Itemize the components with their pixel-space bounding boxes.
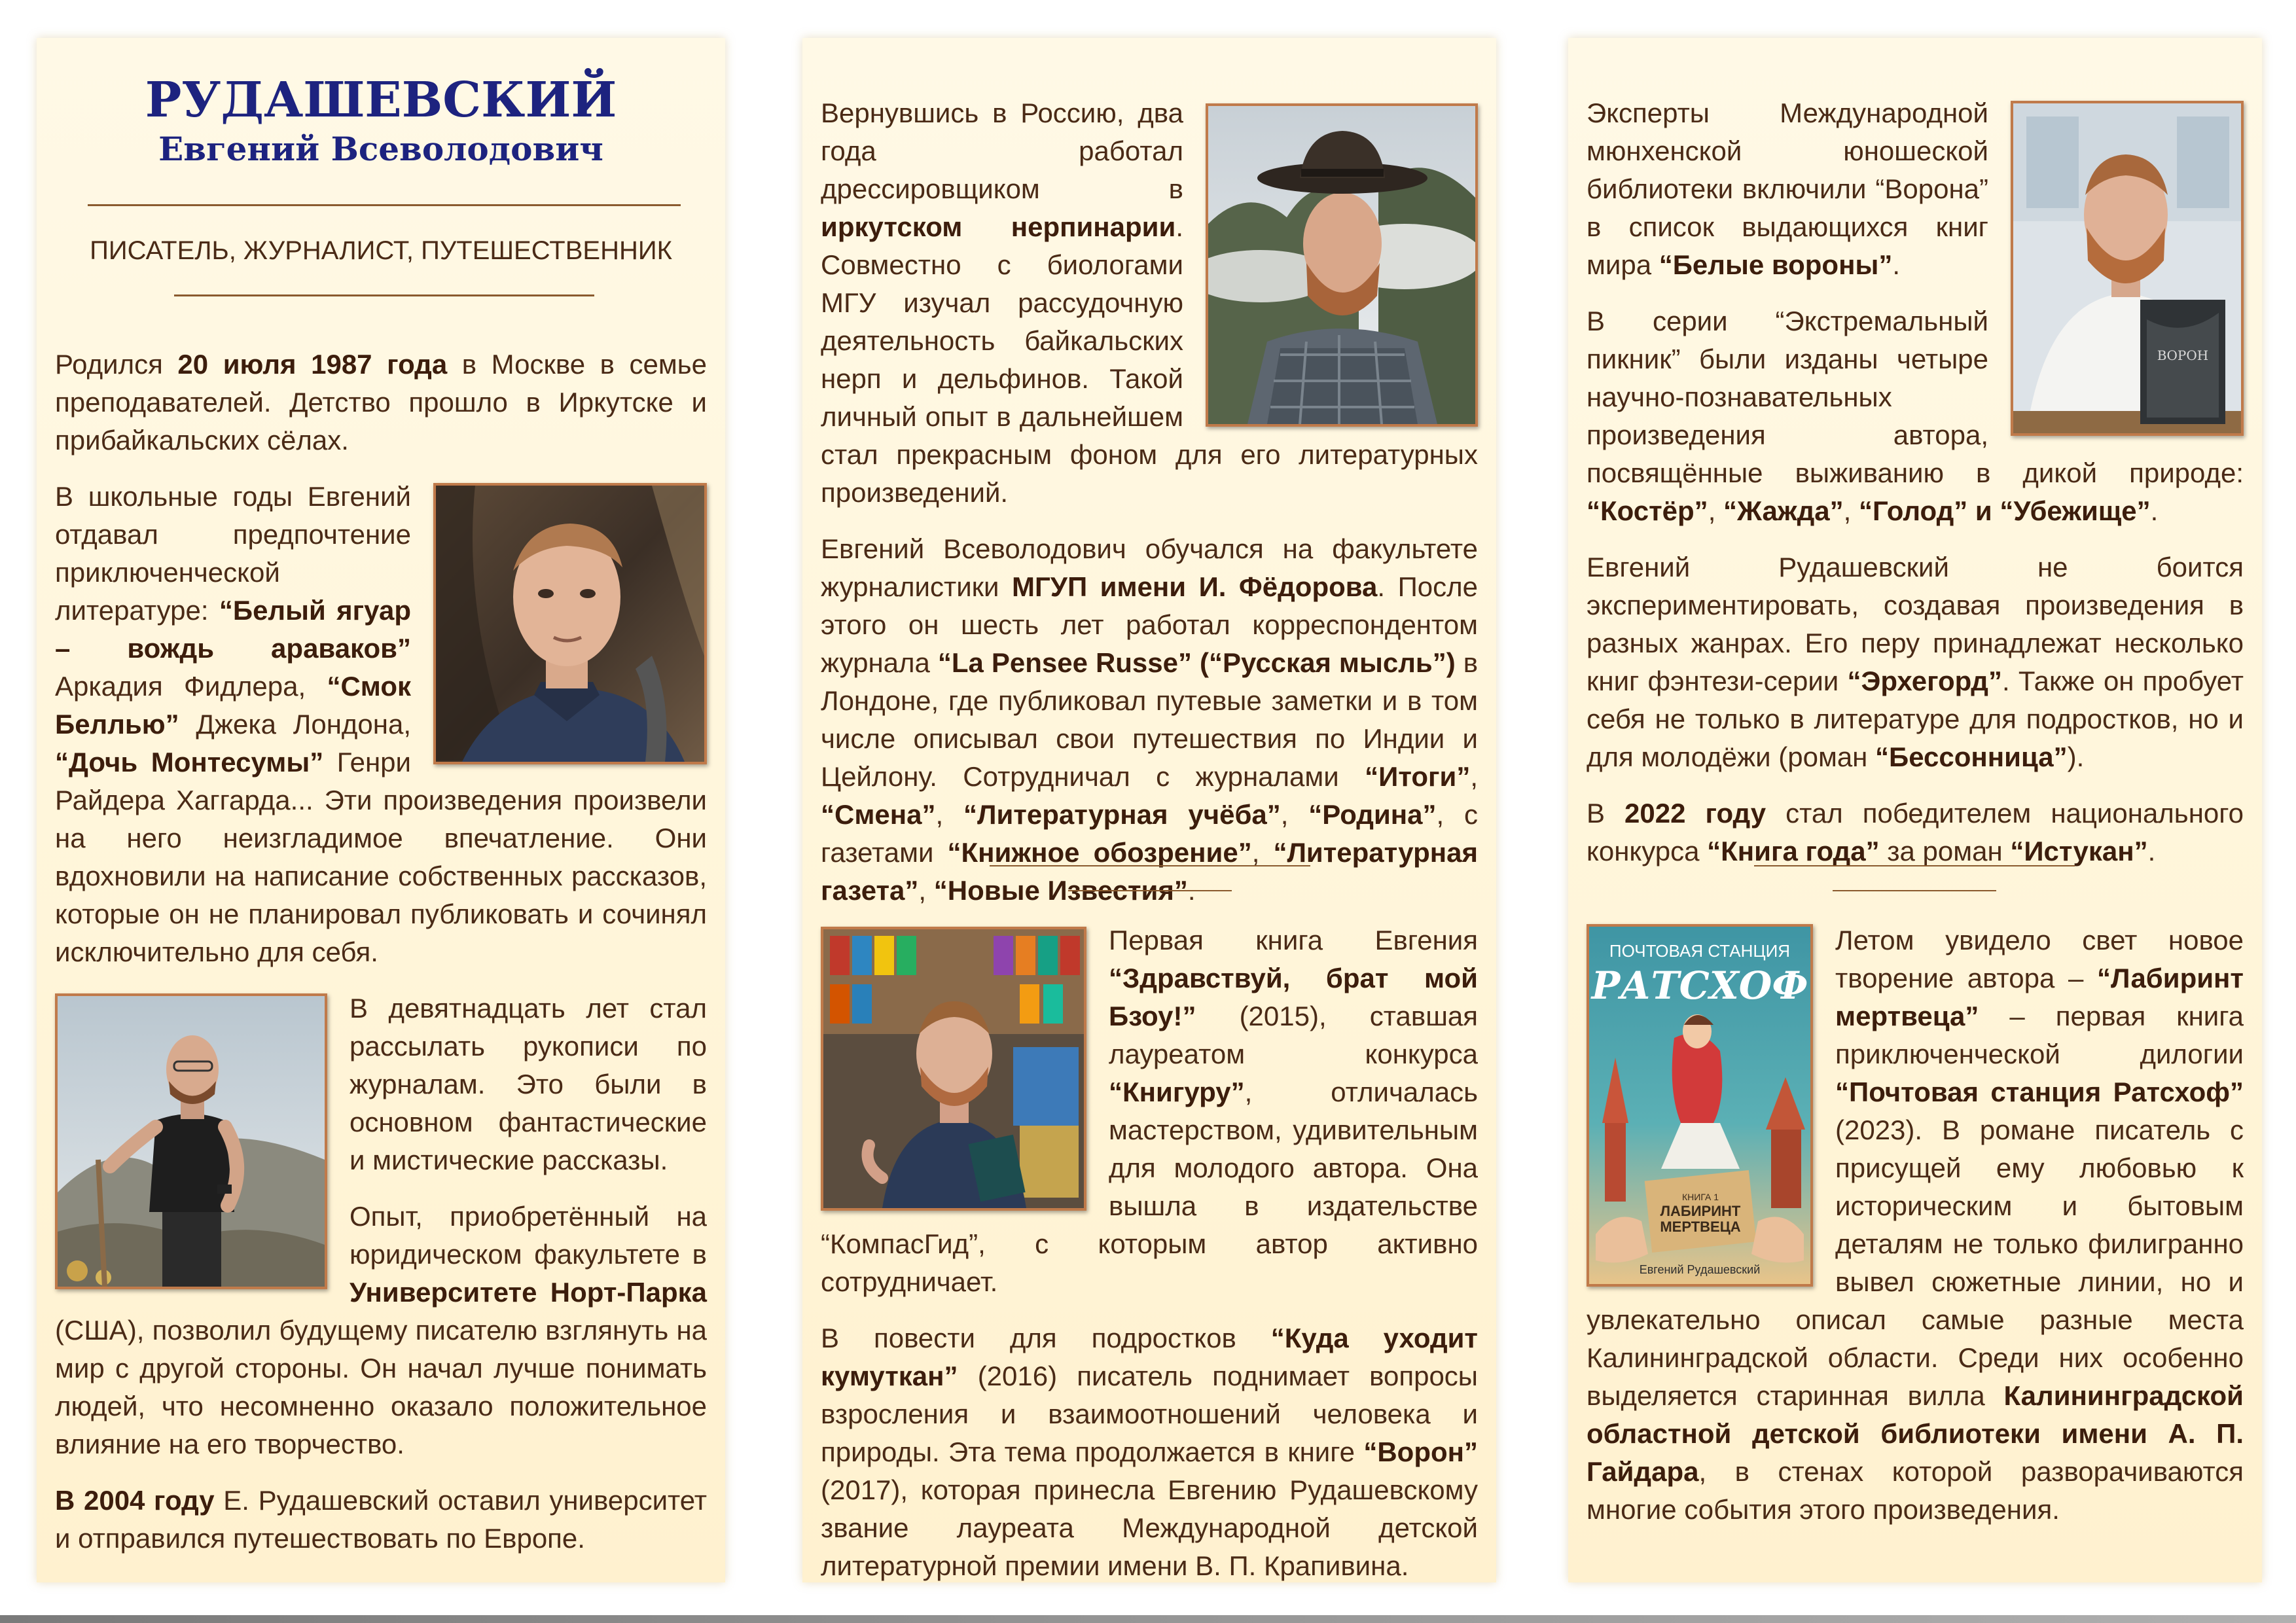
text-run: , bbox=[935, 799, 963, 830]
page-bottom-edge bbox=[0, 1615, 2296, 1623]
text-run: Эксперты Международной мюнхенской юношеской библиотеки включили “Ворона” в список выдающихся книг мира bbox=[1587, 98, 1988, 280]
bold-text-run: “Костёр” bbox=[1587, 495, 1708, 526]
text-run: . bbox=[2147, 836, 2156, 866]
cover-subtitle-line1: ЛАБИРИНТ bbox=[1660, 1203, 1741, 1219]
column-3-bottom-text bbox=[1587, 921, 2244, 1547]
text-run: Аркадия Фидлера, bbox=[55, 671, 327, 702]
text-run: (2015), ставшая лауреатом конкурса bbox=[1109, 1001, 1478, 1069]
text-run: В девятнадцать лет стал рассылать рукописи по журналам. Это были в основном фантастические и мистические рассказы. bbox=[350, 993, 707, 1175]
text-run: – первая книга приключенческой дилогии bbox=[1835, 1001, 2244, 1069]
column-1-text bbox=[55, 346, 707, 1576]
bold-text-run: “Почтовая станция Ратсхоф” bbox=[1835, 1077, 2244, 1107]
bold-text-run: “Белый ягуар – вождь араваков” bbox=[55, 595, 411, 664]
cover-subtitle-line2: МЕРТВЕЦА bbox=[1660, 1219, 1741, 1235]
text-run: Вернувшись в Россию, два года работал дрессировщиком в bbox=[821, 98, 1183, 204]
text-run: . bbox=[1187, 875, 1196, 906]
text-run bbox=[1192, 647, 1200, 678]
paragraph bbox=[1587, 548, 2244, 776]
bold-text-run: “Дочь Монтесумы” bbox=[55, 747, 324, 777]
bold-text-run: Калининградской областной детской библиотеки имени А. П. Гайдара bbox=[1587, 1380, 2244, 1487]
text-run: , в стенах которой разворачиваются многие события этого произведения. bbox=[1587, 1456, 2244, 1525]
text-run bbox=[1967, 495, 1975, 526]
book-cover-title: ВОРОН bbox=[2157, 348, 2209, 363]
bookstore-image bbox=[823, 929, 1084, 1208]
bold-text-run: “Жажда” bbox=[1723, 495, 1844, 526]
paragraph bbox=[55, 1482, 707, 1558]
text-run: В школьные годы Евгений отдавал предпочтение приключенческой литературе: bbox=[55, 481, 411, 626]
bold-text-run: “Литературная газета” bbox=[821, 837, 1478, 906]
hat-portrait-image bbox=[1208, 106, 1475, 424]
bold-text-run: В 2004 году bbox=[55, 1485, 215, 1516]
text-run: в Лондоне, где публиковал путевые заметки и в том числе описывал свои путешествия по Индии и Цейлону. Сотрудничал с журналами bbox=[821, 647, 1479, 792]
text-run: . Также он пробует себя не только в литературе для подростков, но и для молодёжи (роман bbox=[1587, 666, 2244, 772]
text-run: Евгений Всеволодович обучался на факультете журналистики bbox=[821, 533, 1478, 602]
bold-text-run: “Смок Беллью” bbox=[55, 671, 411, 740]
text-run: (США), позволил будущему писателю взглянуть на мир с другой стороны. Он начал лучше понимать людей, что несомненно оказало положительное влияние на его творчество. bbox=[55, 1315, 707, 1459]
text-run: , bbox=[1843, 495, 1859, 526]
brochure-panel-left bbox=[37, 38, 725, 1582]
bold-text-run: “Эрхегорд” bbox=[1847, 666, 2002, 696]
paragraph bbox=[821, 1319, 1478, 1585]
bold-text-run: “Книгуру” bbox=[1109, 1077, 1245, 1107]
bold-text-run: “Белые вороны” bbox=[1659, 249, 1893, 280]
bold-text-run: “Книжное обозрение” bbox=[947, 837, 1252, 868]
library-portrait-image bbox=[2013, 103, 2241, 433]
paragraph bbox=[55, 346, 707, 459]
hiker-image bbox=[58, 996, 325, 1287]
text-run: (2016) писатель поднимает вопросы взросления и взаимоотношений человека и природы. Эта тема продолжается в книге bbox=[821, 1361, 1478, 1467]
text-run: стал победителем национального конкурса bbox=[1587, 798, 2244, 866]
bold-text-run: “Итоги” bbox=[1365, 761, 1471, 792]
bold-text-run: “Литературная учёба” bbox=[963, 799, 1281, 830]
photo-bookstore bbox=[821, 927, 1086, 1211]
photo-hat-mountains bbox=[1206, 103, 1478, 427]
bold-text-run: “Новые Известия” bbox=[933, 875, 1188, 906]
text-run: В bbox=[1587, 798, 1625, 829]
text-run: В серии “Экстремальный пикник” были изданы четыре научно-познавательных произведения автора, посвящённые выживанию в дикой природе: bbox=[1587, 306, 2244, 488]
brochure-panel-right bbox=[1568, 38, 2262, 1582]
text-run: ). bbox=[2067, 741, 2085, 772]
author-given-name: Евгений Всеволодович bbox=[158, 130, 603, 168]
title-divider bbox=[88, 204, 681, 206]
bold-text-run: Университете Норт-Парка bbox=[350, 1277, 707, 1308]
bold-text-run: 2022 году bbox=[1624, 798, 1767, 829]
text-run: В повести для подростков bbox=[821, 1323, 1271, 1353]
text-run: Е. Рудашевский оставил университет и отправился путешествовать по Европе. bbox=[55, 1485, 707, 1554]
text-run: Опыт, приобретённый на юридическом факультете в bbox=[350, 1201, 707, 1270]
column-3-top-text bbox=[1587, 94, 2244, 889]
text-run: в Москве в семье преподавателей. Детство прошло в Иркутске и прибайкальских сёлах. bbox=[55, 349, 707, 455]
bold-text-run: “Здравствуй, брат мой Бзоу!” bbox=[1109, 963, 1478, 1031]
brochure-panel-middle bbox=[802, 38, 1496, 1582]
bold-text-run: “Книга года” bbox=[1707, 836, 1880, 866]
text-run: . bbox=[2150, 495, 2159, 526]
bold-text-run: “Истукан” bbox=[2010, 836, 2148, 866]
text-run: , bbox=[918, 875, 934, 906]
text-run: , bbox=[1470, 761, 1478, 792]
cover-title: РАТСХОФ bbox=[1591, 963, 1808, 1008]
portrait-photo-subway bbox=[433, 483, 707, 764]
paragraph bbox=[1587, 794, 2244, 870]
text-run: (2023). В романе писатель с присущей ему любовью к историческим и бытовым деталям не только филигранно вывел сюжетные линии, но и увлекательно описал самые разные места Калининградской области. Среди них особенно выделяется старинная вилла bbox=[1587, 1115, 2244, 1411]
author-surname: РУДАШЕВСКИЙ bbox=[145, 72, 617, 128]
photo-with-book-voron bbox=[2011, 101, 2244, 436]
text-run: Генри Райдера Хаггарда... Эти произведения произвели на него неизгладимое впечатление. Они вдохновили на написание собственных рассказов, которые он не планировал публиковать и сочинял исключительно для себя. bbox=[55, 747, 707, 967]
text-run: , отличалась мастерством, удивительным для молодого автора. Она вышла в издательстве “КомпасГид”, с которым автор активно сотрудничает. bbox=[821, 1077, 1478, 1297]
column-2-bottom-text bbox=[821, 921, 1478, 1603]
column-2-top-text bbox=[821, 94, 1478, 928]
text-run: , bbox=[1708, 495, 1724, 526]
text-run: , bbox=[1251, 837, 1274, 868]
text-run: Первая книга Евгения bbox=[1109, 925, 1478, 955]
cover-author: Евгений Рудашевский bbox=[1639, 1263, 1761, 1276]
text-run: . bbox=[1892, 249, 1900, 280]
photo-mountain-hike bbox=[55, 993, 327, 1289]
text-run: за роман bbox=[1879, 836, 2011, 866]
text-run: . После этого он шесть лет работал корреспондентом журнала bbox=[821, 571, 1478, 678]
cover-book-number: КНИГА 1 bbox=[1682, 1192, 1719, 1202]
portrait-image bbox=[436, 486, 704, 762]
text-run: , с газетами bbox=[821, 799, 1478, 868]
text-run: (2017), которая принесла Евгению Рудашевскому звание лауреата Международной детской литературной премии имени В. П. Крапивина. bbox=[821, 1474, 1478, 1581]
bold-text-run: иркутском нерпинарии bbox=[821, 211, 1176, 242]
text-run: Летом увидело свет новое творение автора – bbox=[1835, 925, 2244, 993]
section-divider-short bbox=[1833, 890, 1996, 891]
text-run: . Совместно с биологами МГУ изучал рассудочную деятельность байкальских нерп и дельфинов. Такой личный опыт в дальнейшем стал прекрасным фоном для его литературных произведений. bbox=[821, 211, 1478, 508]
bold-text-run: “Голод” bbox=[1859, 495, 1968, 526]
bold-text-run: (“Русская мысль”) bbox=[1200, 647, 1456, 678]
text-run: Евгений Рудашевский не боится экспериментировать, создавая произведения в разных жанрах. Его перу принадлежат несколько книг фэнтези-серии bbox=[1587, 552, 2244, 696]
cover-series: ПОЧТОВАЯ СТАНЦИЯ bbox=[1609, 941, 1791, 961]
bold-text-run: “La Pensee Russe” bbox=[937, 647, 1193, 678]
section-divider-short bbox=[1068, 890, 1232, 891]
ratshof-cover-image bbox=[1589, 927, 1810, 1284]
bold-text-run: и “Убежище” bbox=[1975, 495, 2151, 526]
bold-text-run: “Лабиринт мертвеца” bbox=[1835, 963, 2244, 1031]
section-divider-long bbox=[990, 865, 1310, 866]
bold-text-run: “Ворон” bbox=[1363, 1436, 1478, 1467]
book-cover-ratshof bbox=[1587, 924, 1813, 1287]
bold-text-run: “Смена” bbox=[821, 799, 936, 830]
bold-text-run: “Родина” bbox=[1308, 799, 1437, 830]
bold-text-run: МГУП имени И. Фёдорова bbox=[1012, 571, 1378, 602]
paragraph bbox=[821, 530, 1478, 910]
section-divider-long bbox=[1754, 865, 2075, 866]
bold-text-run: 20 июля 1987 года bbox=[177, 349, 448, 380]
text-run: , bbox=[1280, 799, 1309, 830]
bold-text-run: “Бессонница” bbox=[1875, 741, 2068, 772]
bold-text-run: “Куда уходит кумуткан” bbox=[821, 1323, 1479, 1391]
text-run: Родился bbox=[55, 349, 178, 380]
profession-divider bbox=[174, 294, 594, 296]
text-run: Джека Лондона, bbox=[179, 709, 411, 740]
author-profession: ПИСАТЕЛЬ, ЖУРНАЛИСТ, ПУТЕШЕСТВЕННИК bbox=[90, 236, 672, 265]
